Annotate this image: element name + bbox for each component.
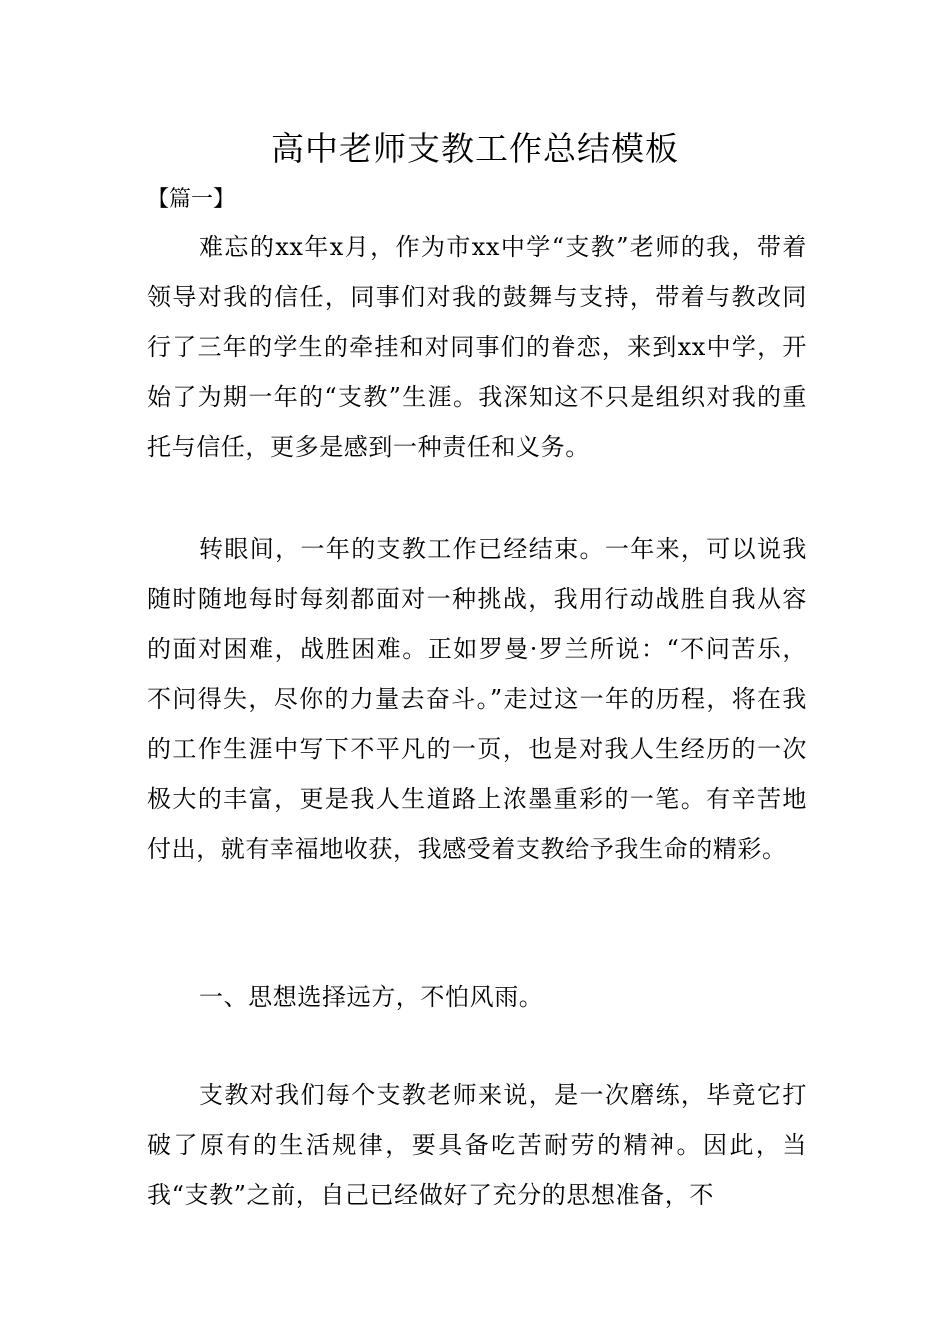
paragraph-body: 支教对我们每个支教老师来说，是一次磨练，毕竟它打破了原有的生活规律，要具备吃苦耐劳的精神。因此，当我“支教”之前，自己已经做好了充分的思想准备，不 (147, 1081, 807, 1209)
section-label: 【篇一】 (147, 187, 236, 212)
section-heading: 一、思想选择远方，不怕风雨。 (199, 983, 544, 1011)
paragraph-reflection: 转眼间，一年的支教工作已经结束。一年来，可以说我随时随地每时每刻都面对一种挑战，我用行动战胜自我从容的面对困难，战胜困难。正如罗曼·罗兰所说：“不问苦乐，不问得失，尽你的力量去奋斗。”走过这一年的历程，将在我的工作生涯中写下不平凡的一页，也是对我人生经历的一次极大的丰富，更是我人生道路上浓墨重彩的一笔。有辛苦地付出，就有幸福地收获，我感受着支教给予我生命的精彩。 (147, 535, 807, 863)
document-title: 高中老师支教工作总结模板 (271, 129, 679, 168)
paragraph-intro: 难忘的xx年x月，作为市xx中学“支教”老师的我，带着领导对我的信任，同事们对我的鼓舞与支持，带着与教改同行了三年的学生的牵挂和对同事们的眷恋，来到xx中学，开始了为期一年的“支教”生涯。我深知这不只是组织对我的重托与信任，更多是感到一种责任和义务。 (147, 233, 807, 461)
